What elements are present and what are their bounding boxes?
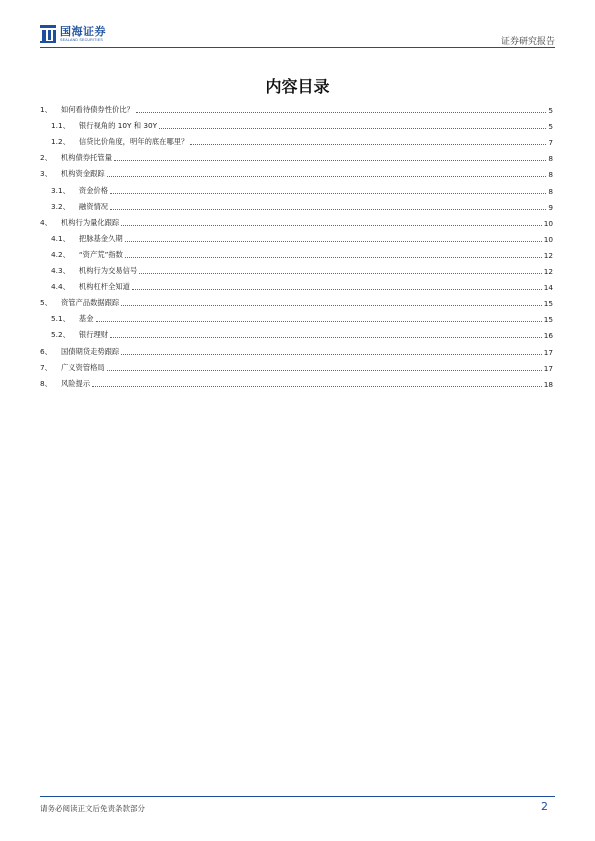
toc-entry[interactable]	[40, 115, 553, 131]
toc-dot-leader	[136, 112, 546, 113]
toc-dot-leader	[121, 305, 541, 306]
logo-english-name: SEALAND SECURITIES	[60, 37, 103, 42]
toc-dot-leader	[125, 257, 542, 258]
toc-entry-number: 4.2、	[51, 249, 70, 259]
toc-entry-title: 机构行为量化跟踪	[60, 217, 120, 227]
toc-dot-leader	[110, 337, 542, 338]
toc-entry-page: 7	[548, 138, 553, 148]
toc-entry[interactable]	[40, 179, 553, 195]
toc-entry[interactable]	[40, 131, 553, 147]
toc-entry[interactable]	[40, 147, 553, 163]
toc-entry-number: 3、	[40, 169, 52, 179]
toc-entry[interactable]	[40, 260, 553, 276]
toc-dot-leader	[107, 370, 542, 371]
logo-chinese-name: 国海证券	[60, 24, 106, 38]
toc-entry-page: 8	[548, 170, 553, 180]
toc-entry-page: 12	[543, 250, 553, 260]
toc-entry-title: 融资情况	[78, 201, 109, 211]
toc-entry-number: 1.1、	[51, 121, 70, 131]
toc-entry-title: 机构债券托管量	[60, 153, 113, 163]
table-of-contents	[40, 99, 553, 389]
toc-entry-title: 机构杠杆全知道	[78, 282, 130, 292]
toc-dot-leader	[190, 144, 546, 145]
toc-dot-leader	[132, 289, 542, 290]
toc-entry-page: 17	[543, 363, 553, 373]
toc-entry-title: 广义资管格局	[60, 362, 105, 372]
report-type-label: 证券研究报告	[500, 37, 555, 47]
toc-dot-leader	[110, 193, 546, 194]
company-logo	[40, 22, 106, 46]
toc-entry[interactable]	[40, 244, 553, 260]
logo-mark-icon	[40, 25, 56, 43]
toc-entry-page: 5	[548, 122, 553, 132]
toc-entry-page: 8	[548, 154, 553, 164]
toc-entry-number: 8、	[40, 378, 52, 388]
toc-entry-number: 5.2、	[51, 330, 70, 340]
toc-entry-number: 5.1、	[51, 314, 70, 324]
toc-entry-title: 信贷比价角度，明年的底在哪里？	[78, 137, 189, 147]
toc-entry-page: 16	[543, 331, 553, 341]
toc-entry-title: 把脉基金久期	[78, 233, 123, 243]
toc-entry[interactable]	[40, 308, 553, 324]
toc-dot-leader	[92, 386, 542, 387]
toc-entry-number: 3.1、	[51, 185, 70, 195]
toc-entry-number: 4.4、	[51, 282, 70, 292]
toc-entry[interactable]	[40, 163, 553, 179]
toc-entry-number: 5、	[40, 298, 52, 308]
toc-entry-title: 基金	[78, 314, 94, 324]
footer-disclaimer: 请务必阅读正文后免责条款部分	[40, 804, 145, 813]
toc-entry-title: 资管产品数据跟踪	[60, 298, 120, 308]
toc-entry[interactable]	[40, 324, 553, 340]
toc-entry-title: “资产荒”指数	[78, 249, 123, 259]
toc-entry-page: 15	[543, 299, 553, 309]
toc-entry-page: 9	[548, 202, 553, 212]
toc-dot-leader	[139, 273, 541, 274]
toc-title: 内容目录	[265, 77, 330, 96]
toc-dot-leader	[96, 321, 542, 322]
toc-entry-number: 1、	[40, 105, 52, 115]
toc-dot-leader	[125, 241, 542, 242]
toc-dot-leader	[107, 176, 547, 177]
toc-dot-leader	[121, 225, 541, 226]
toc-entry-number: 4.1、	[51, 233, 70, 243]
toc-entry-title: 风险提示	[60, 378, 91, 388]
toc-entry-number: 1.2、	[51, 137, 70, 147]
toc-entry-number: 4.3、	[51, 266, 70, 276]
toc-entry-title: 银行理财	[78, 330, 109, 340]
toc-entry-page: 18	[543, 379, 553, 389]
toc-entry-page: 10	[543, 218, 553, 228]
toc-entry[interactable]	[40, 212, 553, 228]
toc-entry[interactable]	[40, 340, 553, 356]
header-divider	[40, 47, 555, 48]
toc-dot-leader	[159, 128, 546, 129]
toc-entry-title: 如何看待债券性价比？	[60, 105, 134, 115]
toc-entry-page: 8	[548, 186, 553, 196]
toc-dot-leader	[121, 354, 541, 355]
toc-entry-title: 机构行为交易信号	[78, 266, 138, 276]
toc-dot-leader	[110, 209, 546, 210]
toc-entry-page: 17	[543, 347, 553, 357]
toc-entry-page: 5	[548, 106, 553, 116]
toc-entry-number: 3.2、	[51, 201, 70, 211]
toc-dot-leader	[114, 160, 546, 161]
toc-entry-title: 国债期货走势跟踪	[60, 346, 120, 356]
footer-divider	[40, 796, 555, 797]
toc-entry[interactable]	[40, 292, 553, 308]
page-header	[40, 22, 555, 46]
toc-entry[interactable]	[40, 228, 553, 244]
toc-entry-page: 12	[543, 267, 553, 277]
toc-entry[interactable]	[40, 196, 553, 212]
toc-entry-page: 10	[543, 234, 553, 244]
toc-entry-page: 15	[543, 315, 553, 325]
toc-entry-title: 机构资金跟踪	[60, 169, 105, 179]
toc-entry[interactable]	[40, 357, 553, 373]
toc-entry-number: 4、	[40, 217, 52, 227]
toc-entry-number: 2、	[40, 153, 52, 163]
toc-entry[interactable]	[40, 373, 553, 389]
toc-entry-title: 资金价格	[78, 185, 109, 195]
toc-entry[interactable]	[40, 99, 553, 115]
toc-entry-page: 14	[543, 283, 553, 293]
toc-entry[interactable]	[40, 276, 553, 292]
page-number: 2	[541, 800, 548, 813]
toc-entry-number: 6、	[40, 346, 52, 356]
toc-entry-title: 银行视角的 10Y 和 30Y	[78, 121, 158, 131]
toc-entry-number: 7、	[40, 362, 52, 372]
